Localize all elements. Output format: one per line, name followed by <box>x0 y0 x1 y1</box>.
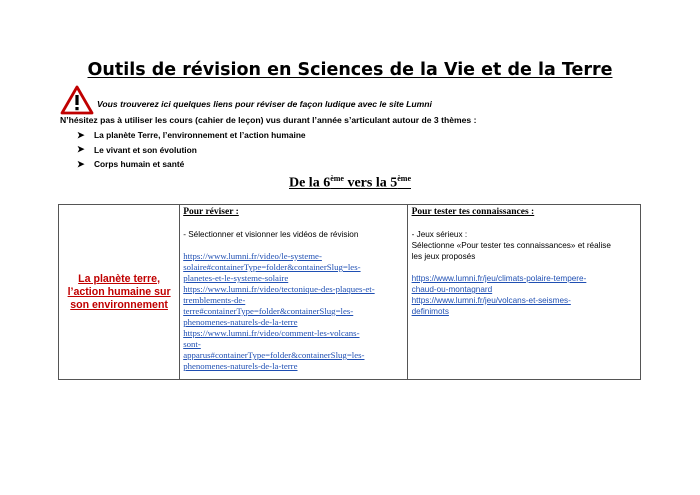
theme-name-line: son environnement <box>70 298 168 311</box>
subtitle-text: vers la 5 <box>343 175 398 191</box>
theme-list-item <box>77 128 306 143</box>
table-row <box>59 205 641 380</box>
tester-cell <box>407 205 640 380</box>
video-link[interactable]: https://www.lumni.fr/video/comment-les-volcans- <box>183 328 360 338</box>
arrowhead-bullet-icon: ➤ <box>77 144 85 155</box>
theme-name-line: La planète terre, <box>78 272 161 285</box>
tester-instruction: les jeux proposés <box>411 252 476 261</box>
tester-heading: Pour tester tes connaissances : <box>411 207 535 217</box>
game-link[interactable]: chaud-ou-montagnard <box>411 285 493 294</box>
theme-list <box>77 128 306 172</box>
reviser-cell <box>180 205 407 380</box>
arrowhead-bullet-icon: ➤ <box>77 129 85 140</box>
video-link[interactable]: phenomenes-naturels-de-la-terre <box>183 361 298 371</box>
video-link[interactable]: https://www.lumni.fr/video/le-systeme- <box>183 251 322 261</box>
tester-instruction: Sélectionne «Pour tester tes connaissances» et réalise <box>411 241 611 250</box>
subtitle-superscript: ème <box>330 174 344 183</box>
video-link[interactable]: tremblements-de- <box>183 295 246 305</box>
video-link[interactable]: https://www.lumni.fr/video/tectonique-des-plaques-et- <box>183 284 375 294</box>
revision-table <box>58 204 641 380</box>
reviser-instruction: - Sélectionner et visionner les vidéos de révision <box>183 230 359 239</box>
arrowhead-bullet-icon: ➤ <box>77 158 85 169</box>
intro-line: Vous trouverez ici quelques liens pour réviser de façon ludique avec le site Lumni <box>97 99 432 109</box>
theme-label: Corps humain et santé <box>94 159 185 170</box>
video-link[interactable]: planetes-et-le-systeme-solaire <box>183 273 289 283</box>
subtitle-superscript: ème <box>397 174 411 183</box>
video-link[interactable]: apparus#containerType=folder&containerSlug=les- <box>183 350 365 360</box>
game-link[interactable]: definimots <box>411 307 449 316</box>
theme-label: Le vivant et son évolution <box>94 144 197 155</box>
reviser-heading: Pour réviser : <box>183 207 239 217</box>
video-link[interactable]: terre#containerType=folder&containerSlug=les- <box>183 306 354 316</box>
video-link[interactable]: sont- <box>183 339 201 349</box>
section-subtitle <box>0 174 700 192</box>
theme-cell <box>59 205 180 380</box>
warning-icon <box>60 85 94 115</box>
video-link[interactable]: solaire#containerType=folder&containerSlug=les- <box>183 262 361 272</box>
theme-label: La planète Terre, l’environnement et l’action humaine <box>94 130 306 141</box>
intro-instructions: N’hésitez pas à utiliser les cours (cahier de leçon) vus durant l’année s’articulant autour de 3 thèmes : <box>60 115 477 125</box>
page-title: Outils de révision en Sciences de la Vie et de la Terre <box>87 60 613 80</box>
tester-instruction: - Jeux sérieux : <box>411 230 468 239</box>
subtitle-text: De la 6 <box>288 175 331 191</box>
theme-name-line: l’action humaine sur <box>67 285 171 298</box>
theme-list-item <box>77 143 306 158</box>
game-link[interactable]: https://www.lumni.fr/jeu/volcans-et-seismes- <box>411 296 571 305</box>
theme-list-item <box>77 157 306 172</box>
video-link[interactable]: phenomenes-naturels-de-la-terre <box>183 317 298 327</box>
game-link[interactable]: https://www.lumni.fr/jeu/climats-polaire-tempere- <box>411 274 587 283</box>
